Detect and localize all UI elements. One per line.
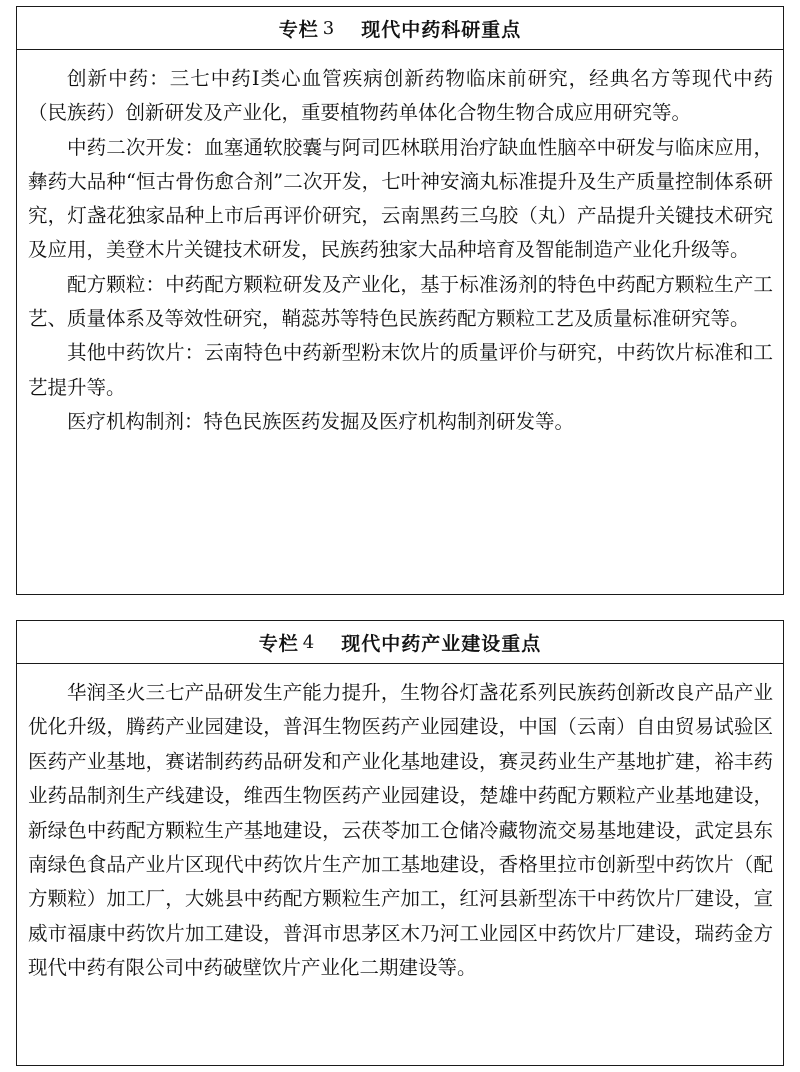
paragraph-industry-construction: 华润圣火三七产品研发生产能力提升，生物谷灯盏花系列民族药创新改良产品产业优化升级，腾药产业园建设，普洱生物医药产业园建设，中国（云南）自由贸易试验区医药产业基地，赛诺制药药品研发和产业化基地建设，赛灵药业生产基地扩建，裕丰药业药品制剂生产线建设，维西生物医药产业园建设，楚雄中药配方颗粒产业基地建设，新绿色中药配方颗粒生产基地建设，云茯苓加工仓储冷藏物流交易基地建设，武定县东南绿色食品产业片区现代中药饮片生产加工基地建设，香格里拉市创新型中药饮片（配方颗粒）加工厂，大姚县中药配方颗粒生产加工，红河县新型冻干中药饮片厂建设，宣威市福康中药饮片加工建设，普洱市思茅区木乃河工业园区中药饮片厂建设，瑞药金方现代中药有限公司中药破壁饮片产业化二期建设等。 [28,681,773,980]
column-box-3 [16,6,784,595]
column-title: 现代中药科研重点 [361,18,522,41]
column-body [17,50,783,439]
column-header [17,7,783,50]
paragraph-decoction-pieces: 其他中药饮片：云南特色中药新型粉末饮片的质量评价与研究，中药饮片标准和工艺提升等。 [28,341,773,399]
column-number: 4 [302,631,316,653]
column-body [17,664,783,986]
paragraph-formula-granules: 配方颗粒：中药配方颗粒研发及产业化，基于标准汤剂的特色中药配方颗粒生产工艺、质量体系及等效性研究，鞘蕊苏等特色民族药配方颗粒工艺及质量标准研究等。 [28,272,773,331]
column-header [17,621,783,664]
column-label: 专栏 [278,18,319,41]
column-label: 专栏 [258,632,299,655]
column-title: 现代中药产业建设重点 [341,632,542,655]
paragraph-hospital-preparations: 医疗机构制剂：特色民族医药发掘及医疗机构制剂研发等。 [67,409,575,433]
column-box-4 [16,620,784,1066]
column-number: 3 [322,17,336,39]
paragraph-innovative-tcm: 创新中药：三七中药Ⅰ类心血管疾病创新药物临床前研究，经典名方等现代中药（民族药）创新研发及产业化，重要植物药单体化合物生物合成应用研究等。 [28,67,773,125]
paragraph-secondary-development: 中药二次开发：血塞通软胶囊与阿司匹林联用治疗缺血性脑卒中研发与临床应用，彝药大品种“恒古骨伤愈合剂”二次开发，七叶神安滴丸标准提升及生产质量控制体系研究，灯盏花独家品种上市后再评价研究，云南黑药三乌胶（丸）产品提升关键技术研究及应用，美登木片关键技术研发，民族药独家大品种培育及智能制造产业化升级等。 [28,135,773,262]
